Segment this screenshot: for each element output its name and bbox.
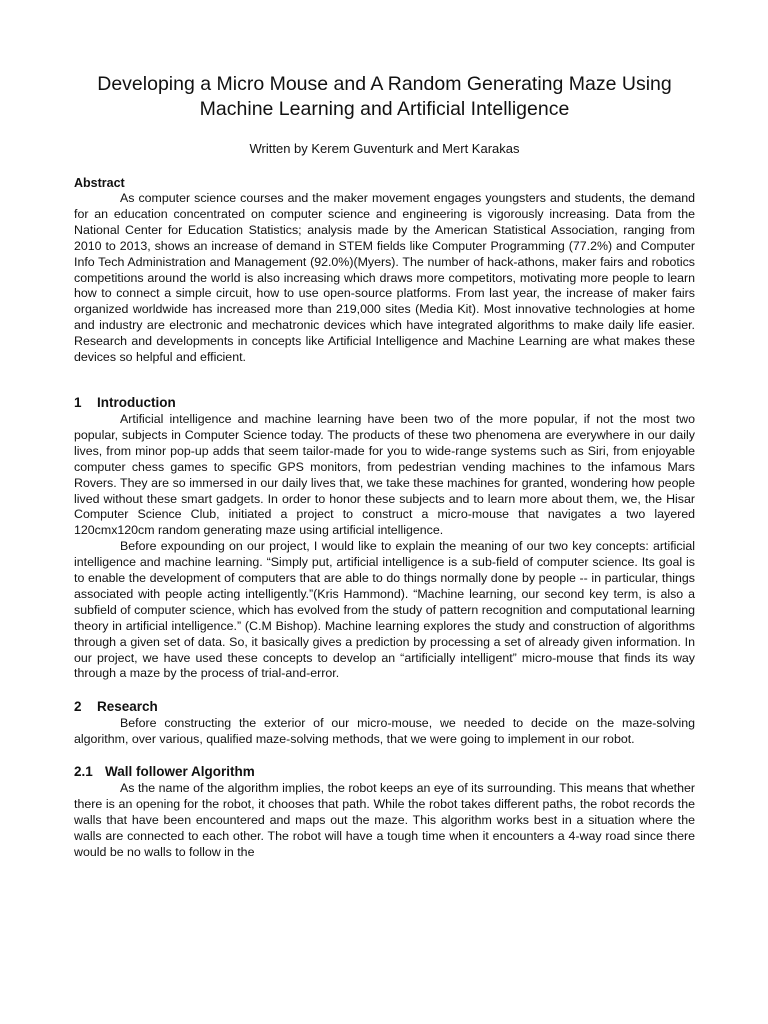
research-paragraph-1: Before constructing the exterior of our micro-mouse, we needed to decide on the maze-solving algorithm, over various, qualified maze-solving methods, that we were going to implement in our robot. [74,716,695,747]
section-title: Wall follower Algorithm [105,764,255,780]
paper-title [74,72,695,122]
section-title: Introduction [97,394,176,410]
author-line: Written by Kerem Guventurk and Mert Karakas [249,141,520,156]
section-number: 2.1 [74,764,93,780]
abstract-text: As computer science courses and the maker movement engages youngsters and students, the demand for an education concentrated on computer science and engineering is vigorously increasing. Data from the National Center for Education Statistics; analysis made by the American Statistical Association, ranging from 2010 to 2013, shows an increase of demand in STEM fields like Computer Programming (77.2%) and Computer Info Tech Administration and Management (92.0%)(Myers). The number of hack-athons, maker fairs and robotics competitions around the world is also increasing which draws more competitors, motivating more people to learn how to connect a simple circuit, how to use open-source platforms. From last year, the increase of maker fairs organized worldwide has increased more than 219,000 sites (Media Kit). Most innovative technologies at home and industry are electronic and mechatronic devices which have integrated algorithms to make daily life easier. Research and developments in concepts like Artificial Intelligence and Machine Learning are what makes these devices so helpful and efficient. [74,191,695,365]
section-title: Research [97,699,158,715]
section-number: 2 [74,699,82,715]
introduction-paragraph-2: Before expounding on our project, I would like to explain the meaning of our two key concepts: artificial intelligence and machine learning. “Simply put, artificial intelligence is a sub-field of computer science. Its goal is to enable the development of computers that are able to do things normally done by people -- in particular, things associated with people acting intelligently.”(Kris Hammond). “Machine learning, our second key term, is also a subfield of computer science, which has evolved from the study of pattern recognition and computational learning theory in artificial intelligence.” (C.M Bishop). Machine learning explores the study and construction of algorithms through a given set of data. So, it basically gives a prediction by processing a set of already given information. In our project, we have used these concepts to develop an “artificially intelligent” micro-mouse that finds its way through a maze by the process of trial-and-error. [74,539,695,681]
section-heading-introduction [74,394,695,412]
section-heading-research [74,698,695,716]
title-line-1: Developing a Micro Mouse and A Random Generating Maze Using [97,73,672,95]
section-number: 1 [74,394,82,410]
abstract-heading: Abstract [74,176,125,190]
wall-follower-paragraph-1: As the name of the algorithm implies, the robot keeps an eye of its surrounding. This means that whether there is an opening for the robot, it chooses that path. While the robot takes different paths, the robot records the walls that have been encountered and maps out the maze. This algorithm works best in a situation where the walls are connected to each other. The robot will have a tough time when it encounters a 4-way road since there would be no walls to follow in the [74,781,695,859]
introduction-paragraph-1: Artificial intelligence and machine learning have been two of the more popular, if not the most two popular, subjects in Computer Science today. The products of these two phenomena are everywhere in our daily lives, from minor pop-up adds that seem tailor-made for you to wide-range systems such as Siri, from enjoyable computer chess games to specific GPS monitors, from pedestrian vending machines to the infamous Mars Rovers. They are so immersed in our daily lives that, we take these machines for granted, wondering how people lived without these smart gadgets. In order to honor these subjects and to learn more about them, we, the Hisar Computer Science Club, initiated a project to construct a micro-mouse that navigates a two layered 120cmx120cm random generating maze using artificial intelligence. [74,411,695,538]
title-line-2: Machine Learning and Artificial Intelligence [199,98,570,120]
subsection-heading-wall-follower [74,763,695,781]
